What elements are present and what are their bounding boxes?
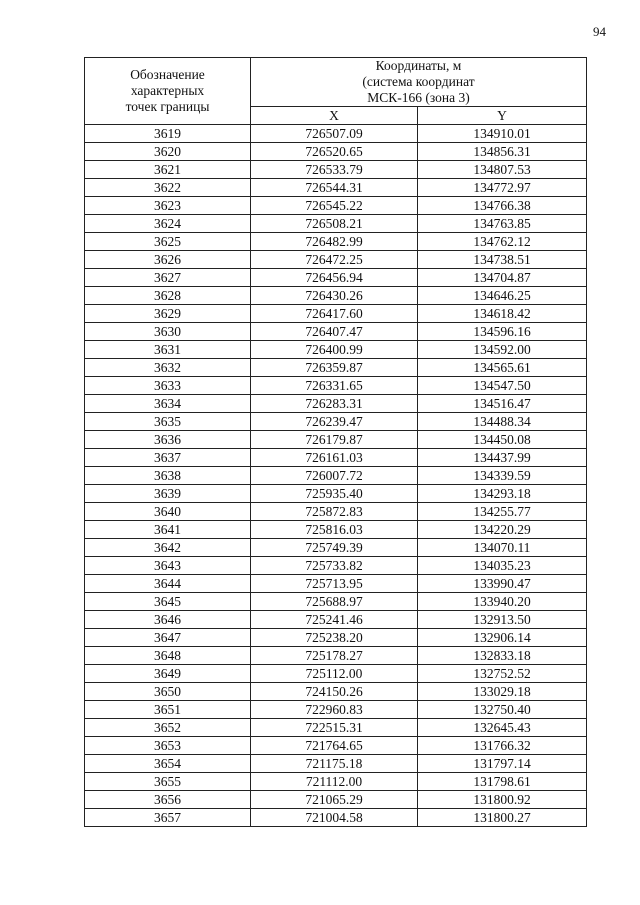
y-coordinate-cell: 134762.12 (418, 233, 587, 251)
table-row (85, 755, 587, 773)
x-coordinate-cell: 725713.95 (251, 575, 418, 593)
y-coordinate-cell: 134035.23 (418, 557, 587, 575)
y-coordinate-cell: 132750.40 (418, 701, 587, 719)
header-y: Y (418, 107, 587, 125)
point-id-cell: 3655 (85, 773, 251, 791)
point-id-cell: 3649 (85, 665, 251, 683)
x-coordinate-cell: 726239.47 (251, 413, 418, 431)
point-id-cell: 3653 (85, 737, 251, 755)
x-coordinate-cell: 726456.94 (251, 269, 418, 287)
y-coordinate-cell: 133990.47 (418, 575, 587, 593)
table-row (85, 665, 587, 683)
x-coordinate-cell: 725733.82 (251, 557, 418, 575)
point-id-cell: 3642 (85, 539, 251, 557)
x-coordinate-cell: 722515.31 (251, 719, 418, 737)
table-row (85, 611, 587, 629)
point-id-cell: 3654 (85, 755, 251, 773)
x-coordinate-cell: 721764.65 (251, 737, 418, 755)
point-id-cell: 3634 (85, 395, 251, 413)
table-row (85, 359, 587, 377)
point-id-cell: 3626 (85, 251, 251, 269)
table-row (85, 683, 587, 701)
y-coordinate-cell: 132752.52 (418, 665, 587, 683)
x-coordinate-cell: 726283.31 (251, 395, 418, 413)
x-coordinate-cell: 721004.58 (251, 809, 418, 827)
point-id-cell: 3633 (85, 377, 251, 395)
table-row (85, 125, 587, 143)
point-id-cell: 3639 (85, 485, 251, 503)
table-row (85, 557, 587, 575)
x-coordinate-cell: 725688.97 (251, 593, 418, 611)
table-row (85, 305, 587, 323)
x-coordinate-cell: 726533.79 (251, 161, 418, 179)
header-point-designation (85, 58, 251, 125)
point-id-cell: 3624 (85, 215, 251, 233)
point-id-cell: 3625 (85, 233, 251, 251)
x-coordinate-cell: 726359.87 (251, 359, 418, 377)
y-coordinate-cell: 133940.20 (418, 593, 587, 611)
point-id-cell: 3635 (85, 413, 251, 431)
x-coordinate-cell: 725749.39 (251, 539, 418, 557)
y-coordinate-cell: 132906.14 (418, 629, 587, 647)
point-id-cell: 3657 (85, 809, 251, 827)
table-row (85, 503, 587, 521)
y-coordinate-cell: 134070.11 (418, 539, 587, 557)
point-id-cell: 3640 (85, 503, 251, 521)
table-row (85, 629, 587, 647)
point-id-cell: 3651 (85, 701, 251, 719)
x-coordinate-cell: 726545.22 (251, 197, 418, 215)
point-id-cell: 3620 (85, 143, 251, 161)
y-coordinate-cell: 134516.47 (418, 395, 587, 413)
table-row (85, 161, 587, 179)
point-id-cell: 3627 (85, 269, 251, 287)
y-coordinate-cell: 134766.38 (418, 197, 587, 215)
x-coordinate-cell: 726161.03 (251, 449, 418, 467)
y-coordinate-cell: 134704.87 (418, 269, 587, 287)
point-id-cell: 3632 (85, 359, 251, 377)
x-coordinate-cell: 722960.83 (251, 701, 418, 719)
point-id-cell: 3631 (85, 341, 251, 359)
x-coordinate-cell: 724150.26 (251, 683, 418, 701)
table-row (85, 467, 587, 485)
x-coordinate-cell: 726331.65 (251, 377, 418, 395)
y-coordinate-cell: 134450.08 (418, 431, 587, 449)
y-coordinate-cell: 131798.61 (418, 773, 587, 791)
point-id-cell: 3643 (85, 557, 251, 575)
table-row (85, 413, 587, 431)
point-id-cell: 3647 (85, 629, 251, 647)
y-coordinate-cell: 134646.25 (418, 287, 587, 305)
x-coordinate-cell: 726472.25 (251, 251, 418, 269)
y-coordinate-cell: 134547.50 (418, 377, 587, 395)
y-coordinate-cell: 134565.61 (418, 359, 587, 377)
y-coordinate-cell: 134763.85 (418, 215, 587, 233)
table-row (85, 431, 587, 449)
y-coordinate-cell: 132645.43 (418, 719, 587, 737)
table-row (85, 647, 587, 665)
x-coordinate-cell: 726520.65 (251, 143, 418, 161)
table-row (85, 323, 587, 341)
table-row (85, 251, 587, 269)
y-coordinate-cell: 133029.18 (418, 683, 587, 701)
header-point-line-1: Обозначение (130, 67, 205, 82)
table-row (85, 341, 587, 359)
y-coordinate-cell: 134437.99 (418, 449, 587, 467)
y-coordinate-cell: 134910.01 (418, 125, 587, 143)
point-id-cell: 3638 (85, 467, 251, 485)
table-row (85, 539, 587, 557)
point-id-cell: 3645 (85, 593, 251, 611)
point-id-cell: 3637 (85, 449, 251, 467)
x-coordinate-cell: 725178.27 (251, 647, 418, 665)
x-coordinate-cell: 726507.09 (251, 125, 418, 143)
point-id-cell: 3629 (85, 305, 251, 323)
y-coordinate-cell: 131800.92 (418, 791, 587, 809)
header-point-line-2: характерных (130, 83, 205, 98)
table-row (85, 215, 587, 233)
x-coordinate-cell: 721175.18 (251, 755, 418, 773)
table-row (85, 377, 587, 395)
header-coordinates (251, 58, 587, 107)
y-coordinate-cell: 134293.18 (418, 485, 587, 503)
y-coordinate-cell: 134488.34 (418, 413, 587, 431)
x-coordinate-cell: 721065.29 (251, 791, 418, 809)
point-id-cell: 3648 (85, 647, 251, 665)
y-coordinate-cell: 131797.14 (418, 755, 587, 773)
table-header (85, 58, 587, 125)
x-coordinate-cell: 721112.00 (251, 773, 418, 791)
table-row (85, 737, 587, 755)
point-id-cell: 3646 (85, 611, 251, 629)
point-id-cell: 3619 (85, 125, 251, 143)
y-coordinate-cell: 132833.18 (418, 647, 587, 665)
y-coordinate-cell: 134772.97 (418, 179, 587, 197)
point-id-cell: 3644 (85, 575, 251, 593)
table-row (85, 719, 587, 737)
table-row (85, 449, 587, 467)
y-coordinate-cell: 132913.50 (418, 611, 587, 629)
point-id-cell: 3622 (85, 179, 251, 197)
header-coords-line-3: МСК-166 (зона 3) (367, 90, 470, 105)
x-coordinate-cell: 726179.87 (251, 431, 418, 449)
x-coordinate-cell: 726430.26 (251, 287, 418, 305)
x-coordinate-cell: 726400.99 (251, 341, 418, 359)
point-id-cell: 3630 (85, 323, 251, 341)
table-row (85, 179, 587, 197)
y-coordinate-cell: 134592.00 (418, 341, 587, 359)
page-number: 94 (593, 24, 606, 39)
x-coordinate-cell: 725872.83 (251, 503, 418, 521)
y-coordinate-cell: 134255.77 (418, 503, 587, 521)
table-row (85, 143, 587, 161)
x-coordinate-cell: 725816.03 (251, 521, 418, 539)
point-id-cell: 3641 (85, 521, 251, 539)
x-coordinate-cell: 726482.99 (251, 233, 418, 251)
y-coordinate-cell: 134738.51 (418, 251, 587, 269)
y-coordinate-cell: 134339.59 (418, 467, 587, 485)
table-row (85, 197, 587, 215)
table-row (85, 287, 587, 305)
table-body (85, 125, 587, 827)
point-id-cell: 3656 (85, 791, 251, 809)
point-id-cell: 3628 (85, 287, 251, 305)
header-x: X (251, 107, 418, 125)
y-coordinate-cell: 134807.53 (418, 161, 587, 179)
point-id-cell: 3650 (85, 683, 251, 701)
point-id-cell: 3621 (85, 161, 251, 179)
x-coordinate-cell: 725935.40 (251, 485, 418, 503)
table-row (85, 485, 587, 503)
header-point-line-3: точек границы (125, 99, 210, 114)
x-coordinate-cell: 726508.21 (251, 215, 418, 233)
table-row (85, 773, 587, 791)
x-coordinate-cell: 726544.31 (251, 179, 418, 197)
x-coordinate-cell: 725238.20 (251, 629, 418, 647)
point-id-cell: 3636 (85, 431, 251, 449)
table-row (85, 521, 587, 539)
table-row (85, 809, 587, 827)
header-coords-line-1: Координаты, м (375, 58, 462, 73)
table-row (85, 791, 587, 809)
x-coordinate-cell: 725241.46 (251, 611, 418, 629)
x-coordinate-cell: 726007.72 (251, 467, 418, 485)
table-row (85, 593, 587, 611)
y-coordinate-cell: 134618.42 (418, 305, 587, 323)
x-coordinate-cell: 725112.00 (251, 665, 418, 683)
y-coordinate-cell: 131766.32 (418, 737, 587, 755)
table-row (85, 701, 587, 719)
table-row (85, 575, 587, 593)
table-row (85, 269, 587, 287)
y-coordinate-cell: 134220.29 (418, 521, 587, 539)
point-id-cell: 3623 (85, 197, 251, 215)
x-coordinate-cell: 726407.47 (251, 323, 418, 341)
x-coordinate-cell: 726417.60 (251, 305, 418, 323)
y-coordinate-cell: 134596.16 (418, 323, 587, 341)
table-row (85, 395, 587, 413)
table-row (85, 233, 587, 251)
header-coords-line-2: (система координат (362, 74, 475, 89)
y-coordinate-cell: 131800.27 (418, 809, 587, 827)
y-coordinate-cell: 134856.31 (418, 143, 587, 161)
point-id-cell: 3652 (85, 719, 251, 737)
coordinates-table (84, 57, 587, 827)
